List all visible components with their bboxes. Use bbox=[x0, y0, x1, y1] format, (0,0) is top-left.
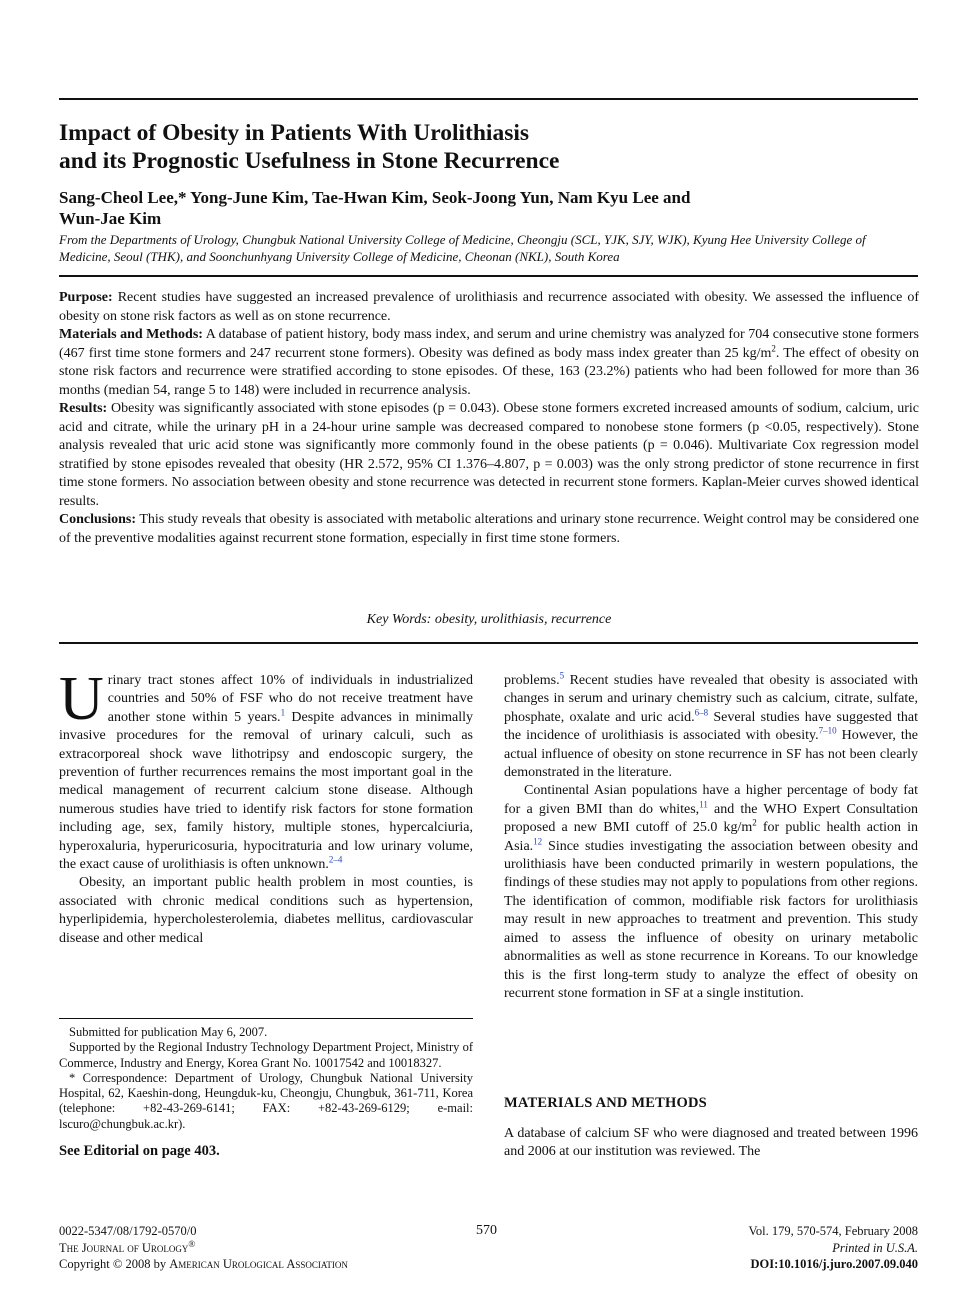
abstract-purpose bbox=[59, 289, 919, 326]
section-heading-methods: MATERIALS AND METHODS bbox=[504, 1095, 707, 1111]
abstract-top-rule bbox=[59, 275, 918, 277]
body-text: Several studies have suggested that the incidence of urolithiasis is associated with obesity. bbox=[504, 709, 919, 744]
conclusions-label: Conclusions: bbox=[59, 512, 137, 527]
author-list bbox=[59, 187, 919, 229]
footnote-correspondence: * Correspondence: Department of Urology, Chungbuk National University Hospital, 62, Kaeshin-dong, Heungduk-ku, Cheongju, Chungbuk, 361-711, Korea (telephone: +82-43-269-6141; FAX: +82-43-269-6129; e-mail: lscuro@chungbuk.ac.kr). bbox=[59, 1070, 473, 1131]
results-label: Results: bbox=[59, 401, 108, 416]
intro-paragraph-2: Obesity, an important public health problem in most counties, is associated with chronic medical conditions such as hypertension, hyperlipidemia, hypercholesterolemia, diabetes mellitus, cardiovascular disease and other medical bbox=[59, 875, 473, 946]
abstract bbox=[59, 289, 919, 548]
reference-link[interactable]: 11 bbox=[699, 799, 708, 810]
copyright-text: Copyright © 2008 by bbox=[59, 1257, 167, 1271]
reference-link[interactable]: 2–4 bbox=[328, 854, 343, 865]
abstract-methods bbox=[59, 326, 919, 400]
results-text: Obesity was significantly associated with stone episodes (p = 0.043). Obese stone formers excreted increased amounts of sodium, calcium, uric acid and citrate, while the urinary pH in a 24-hour urine sample was decreased compared to nonobese stone formers (p <0.05, respectively). Stone analysis revealed that uric acid stone was significantly more commonly found in the obese patients (p = 0.046). Multivariate Cox regression model stratified by stone episodes revealed that obesity (HR 2.572, 95% CI 1.376–4.807, p = 0.003) was the only strong predictor of stone recurrence in first time stone formers. No association between obesity and stone recurrence was detected in recurrent stone formers. Kaplan-Meier curves showed identical results. bbox=[59, 401, 919, 509]
footnote-rule bbox=[59, 1018, 473, 1019]
superscript: 2 bbox=[771, 342, 776, 353]
page-number: 570 bbox=[476, 1223, 497, 1238]
title-line-2: and its Prognostic Usefulness in Stone Recurrence bbox=[59, 148, 560, 174]
methods-text-cont: . The effect of obesity on stone risk factors and recurrence were stratified according to stone episodes. Of these, 163 (23.2%) patients who had been followed for more than 36 months (median 54, range 5 to 148) were included in recurrence analysis. bbox=[59, 345, 920, 398]
issn: 0022-5347/08/1792-0570/0 bbox=[59, 1224, 197, 1238]
purpose-label: Purpose: bbox=[59, 290, 113, 305]
reference-link[interactable]: 12 bbox=[533, 836, 543, 846]
methods-paragraph bbox=[504, 1125, 918, 1162]
volume-info: Vol. 179, 570-574, February 2008 bbox=[748, 1224, 918, 1238]
authors-line-1: Sang-Cheol Lee,* Yong-June Kim, Tae-Hwan Kim, Seok-Joong Yun, Nam Kyu Lee and bbox=[59, 188, 691, 207]
registered-mark: ® bbox=[188, 1238, 196, 1249]
abstract-results bbox=[59, 400, 919, 511]
intro-paragraph-4 bbox=[504, 782, 918, 1003]
doi-link[interactable]: DOI:10.1016/j.juro.2007.09.040 bbox=[750, 1257, 918, 1271]
superscript: 2 bbox=[752, 817, 757, 828]
footer-right bbox=[748, 1223, 918, 1273]
body-text: Continental Asian populations have a higher percentage of body fat for a given BMI than do whites, bbox=[504, 783, 918, 817]
copyright-holder: American Urological Association bbox=[169, 1257, 348, 1271]
abstract-conclusions bbox=[59, 511, 919, 548]
footnotes bbox=[59, 1025, 473, 1132]
printed-in: Printed in U.S.A. bbox=[832, 1240, 918, 1255]
methods-label: Materials and Methods: bbox=[59, 327, 203, 342]
body-text: rinary tract stones affect 10% of individuals in industrialized countries and 50% of FSF who do not receive treatment have another stone within 5 years. bbox=[107, 673, 473, 725]
right-column bbox=[504, 672, 918, 1003]
purpose-text: Recent studies have suggested an increased prevalence of urolithiasis and recurrence associated with obesity. We assessed the influence of obesity on stone risk factors as well as on stone recurrence. bbox=[59, 290, 919, 324]
footer-left bbox=[59, 1223, 348, 1273]
footnote-submitted: Submitted for publication May 6, 2007. bbox=[69, 1025, 268, 1039]
methods-text: A database of patient history, body mass index, and serum and urine chemistry was analyzed for 704 consecutive stone formers (467 first time stone formers and 247 recurrent stone formers). Obesity was defined as body mass index greater than 25 kg/m bbox=[59, 327, 919, 361]
body-text: Despite advances in minimally invasive procedures for the removal of urinary calculi, such as extracorporeal shock wave lithotripsy and endoscopic surgery, the prevention of further recurrences remains the most important goal in the medical management of recurrent calcium stone disease. Although numerous studies have tried to identify risk factors for stone formation including age, sex, family history, multiple stones, hypercalciuria, hyperoxaluria, hyperuricosuria, hypocitraturia and low urinary volume, the exact cause of urolithiasis is often unknown. bbox=[59, 709, 473, 873]
title-line-1: Impact of Obesity in Patients With Urolithiasis bbox=[59, 120, 530, 146]
left-column bbox=[59, 665, 473, 948]
conclusions-text: This study reveals that obesity is associated with metabolic alterations and urinary stone recurrence. Weight control may be considered one of the preventive modalities against recurrent stone formation, especially in first time stone formers. bbox=[59, 512, 919, 546]
body-text: Since studies investigating the association between obesity and urolithiasis have been conducted primarily in western populations, the findings of these studies may not apply to populations from other regions. The identification of common, modifiable risk factors for urolithiasis may result in new approaches to treatment and prevention. This study aimed to assess the influence of obesity on urinary metabolic abnormalities as well as stone recurrence in Koreans. To our knowledge this is the first long-term study to analyze the effect of obesity on recurrent stone formation in SF at a single institution. bbox=[504, 838, 918, 1001]
body-text: Recent studies have revealed that obesity is associated with changes in serum and urinary chemistry such as calcium, citrate, sulfate, phosphate, oxalate and uric acid. bbox=[504, 673, 918, 725]
reference-link[interactable]: 1 bbox=[280, 707, 286, 718]
abstract-bottom-rule bbox=[59, 642, 918, 644]
key-words: Key Words: obesity, urolithiasis, recurrence bbox=[366, 612, 612, 627]
affiliation: From the Departments of Urology, Chungbuk National University College of Medicine, Cheongju (SCL, YJK, SJY, WJK), Kyung Hee University College of Medicine, Seoul (THK), and Soonchunhyang University College of Medicine, Cheonan (NKL), South Korea bbox=[59, 232, 866, 264]
body-text: problems. bbox=[504, 673, 560, 688]
body-text: and the WHO Expert Consultation proposed a new BMI cutoff of 25.0 kg/m bbox=[504, 801, 919, 836]
journal-name bbox=[59, 1240, 348, 1257]
editorial-link[interactable]: See Editorial on page 403. bbox=[59, 1143, 220, 1159]
footnote-supported: Supported by the Regional Industry Technology Department Project, Ministry of Commerce, Industry and Energy, Korea Grant No. 10017542 and 10018327. bbox=[59, 1040, 473, 1070]
body-text: However, the actual influence of obesity on stone recurrence in SF has not been clearly demonstrated in the literature. bbox=[504, 728, 918, 781]
reference-link[interactable]: 5 bbox=[559, 670, 565, 681]
drop-cap: U bbox=[59, 665, 104, 733]
article-title bbox=[59, 119, 919, 175]
intro-paragraph-3 bbox=[504, 672, 918, 782]
reference-link[interactable]: 6–8 bbox=[694, 707, 709, 718]
intro-paragraph-1 bbox=[59, 665, 473, 874]
methods-text: A database of calcium SF who were diagnosed and treated between 1996 and 2006 at our institution was reviewed. The bbox=[504, 1126, 918, 1160]
top-rule bbox=[59, 98, 918, 100]
authors-line-2: Wun-Jae Kim bbox=[59, 209, 162, 228]
copyright bbox=[59, 1256, 348, 1273]
reference-link[interactable]: 7–10 bbox=[818, 725, 837, 736]
body-text: for public health action in Asia. bbox=[504, 820, 918, 854]
journal-title: The Journal of Urology bbox=[59, 1240, 189, 1255]
